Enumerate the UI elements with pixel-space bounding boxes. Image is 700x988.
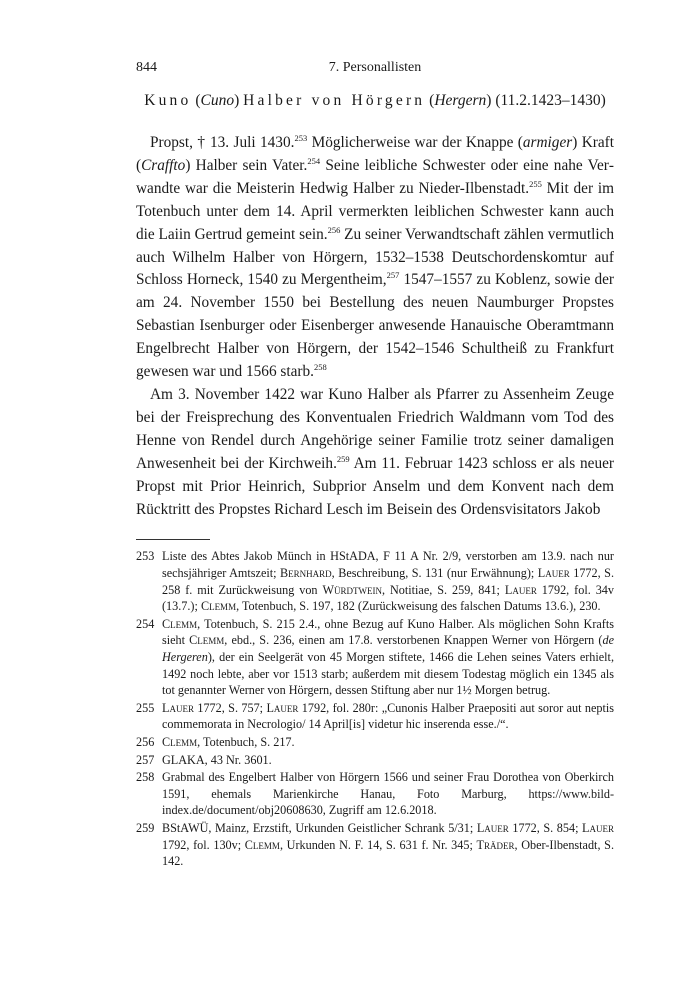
footnote-ref: 253: [294, 133, 308, 143]
footnote-separator: [136, 539, 210, 540]
running-head: [136, 60, 614, 82]
page-number: 844: [136, 60, 157, 75]
footnote-ref: 257: [386, 270, 400, 281]
footnotes: [136, 548, 614, 869]
footnote-ref: 258: [314, 362, 327, 373]
body-text: [136, 132, 614, 521]
footnote-257: 257 GLAKA, 43 Nr. 3601.: [136, 752, 272, 767]
footnote-ref: 259: [336, 453, 350, 464]
footnote-ref: 255: [529, 178, 542, 189]
running-title: 7. Personallisten: [328, 60, 422, 75]
footnote-253: 253 Liste des Abtes Jakob Münch in HStADA, F 11 A Nr. 2/9, verstorben am 13.9. nach nur sechsjähriger Amtszeit; Bernhard, Beschreibung, S. 131 (nur Erwähnung); Lauer 1772, S. 258 f. mit Zurückweisung von Würdtwein, Notitiae, S. 259, 841; Lauer 1792, fol. 34v (13.7.); Clemm, Totenbuch, S. 197, 182 (Zurückweisung des falschen Datums 13.6.), 230.: [136, 549, 614, 614]
footnote-254: 254 Clemm, Totenbuch, S. 215 2.4., ohne Bezug auf Kuno Halber. Als möglichen Sohn Krafts sieht Clemm, ebd., S. 236, einen am 17.8. verstorbenen Knappen Werner von Hörgern (de Hergeren), der ein Seelgerät von 45 Morgen stiftete, 1466 die Lehen seines Vaters erhielt, 1492 noch lebte, aber vor 1513 starb; außerdem mit diesem Todestag möglich ein 1345 als tot genannter Werner von Hörgern, dessen Stiftung aber nur 1½ Morgen betrug.: [136, 616, 614, 698]
book-page: [136, 60, 614, 871]
footnote-259: 259 BStAWÜ, Mainz, Erzstift, Urkunden Geistlicher Schrank 5/31; Lauer 1772, S. 854; Lauer 1792, fol. 130v; Clemm, Urkunden N. F. 14, S. 631 f. Nr. 345; Träder, Ober-Ilbenstadt, S. 142.: [136, 820, 614, 869]
paragraph: Am 3. November 1422 war Kuno Halber als Pfarrer zu Assenheim Zeuge bei der Freisprechung des Konventualen Friedrich Waldmann vom Tod des Henne von Rendel durch Angehörige seiner Familie trotz seiner damaligen Anwesenheit bei der Kirchweih.$^{259}$ Am 11. Februar 1423 schloss er als neuer Propst mit Prior Heinrich, Subprior Anselm und dem Konvent nach dem Rücktritt des Propstes Richard Lesch im Beisein des Ordensvisitators Jakob: [136, 385, 614, 518]
footnote-ref: 254: [307, 155, 321, 166]
footnote-256: 256 Clemm, Totenbuch, S. 217.: [136, 734, 295, 749]
footnote-ref: 256: [327, 224, 341, 235]
footnote-255: 255 Lauer 1772, S. 757; Lauer 1792, fol. 280r: „Cunonis Halber Praepositi aut soror aut neptis commemorata in Necrologio/ 14 April[is] videtur hic inserenda esse./“.: [136, 700, 614, 732]
entry-heading: Kuno (Cuno) Halber von Hörgern (Hergern) (11.2.1423–1430): [144, 92, 606, 109]
paragraph: Propst, † 13. Juli 1430.$^{253}$ Möglicherweise war der Knappe (armiger) Kraft (Craffto) Halber sein Vater.$^{254}$ Seine leibliche Schwester oder eine nahe Verwandte war die Meisterin Hedwig Halber zu Nieder-Ilbenstadt.$^{255}$ Mit der im Totenbuch unter dem 14. April vermerkten leiblichen Schwester kann auch die Laiin Gertrud gemeint sein.$^{256}$ Zu seiner Verwandtschaft zählen vermutlich auch Wilhelm Halber von Hörgern, 1532–1538 Deutschordenskomtur auf Schloss Horneck, 1540 zu Mergentheim,$^{257}$ 1547–1557 zu Koblenz, sowie der am 24. November 1550 bei Bestellung des neuen Naumburger Propstes Sebastian Isenburger oder Eisenberger anwesende Hanauische Oberamtmann Engelbrecht Halber von Hörgern, der 1542–1546 Schultheiß zu Frankfurt gewesen war und 1566 starb.$^{258}$: [136, 133, 615, 381]
footnote-258: 258 Grabmal des Engelbert Halber von Hörgern 1566 und seiner Frau Dorothea von Oberkirch 1591, ehemals Marienkirche Hanau, Foto Marburg, https://www.bildindex.de/document/obj20608630, Zugriff am 12.6.2018.: [136, 770, 614, 818]
